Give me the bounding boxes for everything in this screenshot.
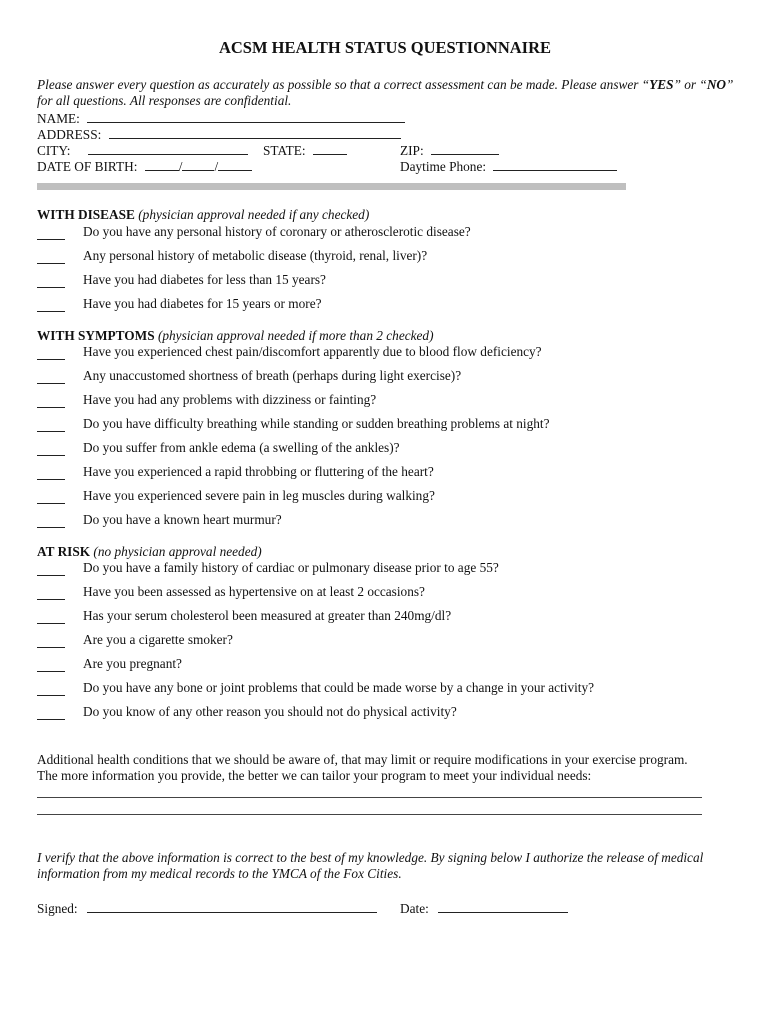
question-text: Have you had diabetes for 15 years or more? [83, 296, 322, 311]
state-label: STATE: [263, 143, 306, 158]
answer-blank[interactable] [37, 454, 65, 456]
additional-conditions-line-1: Additional health conditions that we should be aware of, that may limit or require modifications in your exercise program. [37, 752, 688, 767]
section-title-with-disease: WITH DISEASE (physician approval needed if any checked) [37, 207, 370, 222]
section-title-at-risk: AT RISK (no physician approval needed) [37, 544, 262, 559]
date-input-line[interactable] [438, 900, 568, 913]
question-text: Do you have a known heart murmur? [83, 512, 282, 527]
question-text: Have you had any problems with dizziness or fainting? [83, 392, 377, 407]
intro-text: Please answer every question as accurately as possible so that a correct assessment can be made. Please answer “YES” or “NO” for all questions. All responses are confidential. [37, 77, 734, 108]
name-input-line[interactable] [87, 110, 405, 123]
date-field [400, 900, 568, 917]
answer-blank[interactable] [37, 286, 65, 288]
question-text: Do you have any bone or joint problems that could be made worse by a change in your activity? [83, 680, 595, 695]
question-text: Do you know of any other reason you should not do physical activity? [83, 704, 457, 719]
answer-blank[interactable] [37, 622, 65, 624]
additional-conditions-input-line[interactable] [37, 797, 702, 798]
answer-blank[interactable] [37, 598, 65, 600]
question-text: Have you experienced severe pain in leg muscles during walking? [83, 488, 435, 503]
address-input-line[interactable] [109, 126, 401, 139]
address-label: ADDRESS: [37, 127, 102, 142]
dob-year-line[interactable] [218, 158, 252, 171]
dob-month-line[interactable] [145, 158, 179, 171]
section-divider-bar [37, 183, 626, 190]
dob-field: DATE OF BIRTH: / / [37, 158, 252, 175]
state-input-line[interactable] [313, 142, 347, 155]
question-text: Any personal history of metabolic disease (thyroid, renal, liver)? [83, 248, 428, 263]
answer-blank[interactable] [37, 358, 65, 360]
state-field [263, 142, 347, 159]
dob-label: DATE OF BIRTH: [37, 159, 138, 174]
answer-blank[interactable] [37, 526, 65, 528]
name-field [37, 110, 405, 127]
answer-blank[interactable] [37, 574, 65, 576]
question-text: Any unaccustomed shortness of breath (perhaps during light exercise)? [83, 368, 462, 383]
answer-blank[interactable] [37, 694, 65, 696]
additional-conditions-line-2: The more information you provide, the better we can tailor your program to meet your individual needs: [37, 768, 592, 783]
phone-input-line[interactable] [493, 158, 617, 171]
answer-blank[interactable] [37, 670, 65, 672]
additional-conditions-input-line[interactable] [37, 814, 702, 815]
answer-blank[interactable] [37, 478, 65, 480]
answer-blank[interactable] [37, 238, 65, 240]
question-text: Do you have difficulty breathing while standing or sudden breathing problems at night? [83, 416, 550, 431]
name-label: NAME: [37, 111, 80, 126]
dob-day-line[interactable] [182, 158, 214, 171]
question-text: Has your serum cholesterol been measured at greater than 240mg/dl? [83, 608, 452, 623]
answer-blank[interactable] [37, 262, 65, 264]
phone-label: Daytime Phone: [400, 159, 487, 174]
verification-statement: I verify that the above information is correct to the best of my knowledge. By signing below I authorize the release of medical information from my medical records to the YMCA of the Fox Cities. [37, 850, 704, 881]
question-text: Have you experienced a rapid throbbing or fluttering of the heart? [83, 464, 434, 479]
address-field [37, 126, 401, 143]
signature-input-line[interactable] [87, 900, 377, 913]
signed-label: Signed: [37, 901, 78, 916]
question-text: Have you been assessed as hypertensive on at least 2 occasions? [83, 584, 425, 599]
city-input-line[interactable] [88, 142, 248, 155]
answer-blank[interactable] [37, 718, 65, 720]
page-title: ACSM HEALTH STATUS QUESTIONNAIRE [218, 38, 552, 57]
answer-blank[interactable] [37, 310, 65, 312]
answer-blank[interactable] [37, 502, 65, 504]
section-title-with-symptoms: WITH SYMPTOMS (physician approval needed if more than 2 checked) [37, 328, 434, 343]
answer-blank[interactable] [37, 382, 65, 384]
zip-label: ZIP: [400, 143, 424, 158]
signature-field [37, 900, 377, 917]
question-text: Have you had diabetes for less than 15 years? [83, 272, 326, 287]
city-field [37, 142, 248, 159]
question-text: Do you suffer from ankle edema (a swelling of the ankles)? [83, 440, 400, 455]
question-text: Do you have a family history of cardiac or pulmonary disease prior to age 55? [83, 560, 499, 575]
city-label: CITY: [37, 143, 71, 158]
zip-input-line[interactable] [431, 142, 499, 155]
zip-field [400, 142, 499, 159]
answer-blank[interactable] [37, 646, 65, 648]
answer-blank[interactable] [37, 406, 65, 408]
date-label: Date: [400, 901, 429, 916]
question-text: Are you pregnant? [83, 656, 182, 671]
phone-field [400, 158, 617, 175]
question-text: Have you experienced chest pain/discomfort apparently due to blood flow deficiency? [83, 344, 542, 359]
question-text: Are you a cigarette smoker? [83, 632, 233, 647]
question-text: Do you have any personal history of coronary or atherosclerotic disease? [83, 224, 471, 239]
answer-blank[interactable] [37, 430, 65, 432]
